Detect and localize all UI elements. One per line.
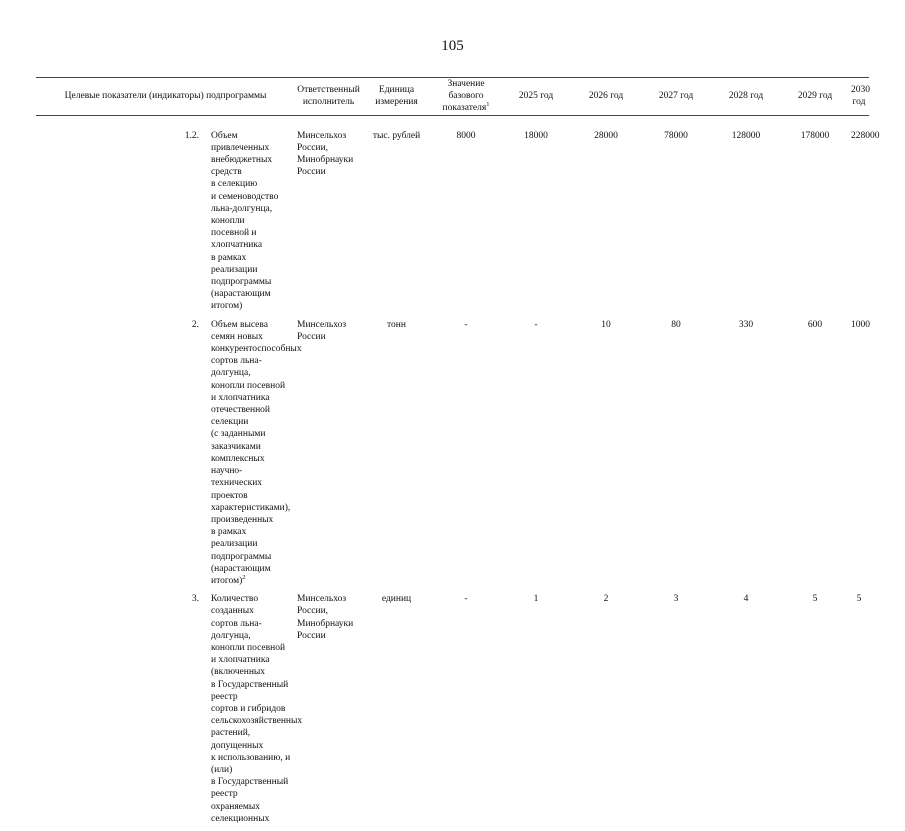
header-indicator: Целевые показатели (индикаторы) подпрограммы xyxy=(36,78,295,116)
row-number: 1.2. xyxy=(184,130,199,141)
header-base-footnote: 1 xyxy=(486,101,490,109)
table-row xyxy=(36,593,869,831)
header-year-2030: 2030 год xyxy=(849,78,869,116)
value-2025: - xyxy=(534,319,538,330)
indicator-name-text: Объем высева семян новых конкурентоспособных сортов льна-долгунца, конопли посевной и хлопчатника отечественной селекции (с заданными заказчиками комплексных научно- технических проектов характеристиками), произведенных в рамках реализации подпрограммы (нарастающим итогом) xyxy=(211,319,302,586)
indicator-name-text: Количество созданных сортов льна-долгунца, конопли посевной и хлопчатника (включенных в Государственный реестр сортов и гибридов сельскохозяйственных растений, допущенных к использованию, и (или) в Государственный реестр охраняемых селекционных xyxy=(211,594,303,824)
unit-of-measure: единиц xyxy=(381,594,412,605)
value-2028: 330 xyxy=(738,319,754,330)
table-row xyxy=(36,115,869,319)
value-2027: 3 xyxy=(673,594,679,605)
indicators-table xyxy=(36,77,880,831)
value-2028: 4 xyxy=(743,594,749,605)
value-2026: 28000 xyxy=(594,130,618,141)
header-year-2025: 2025 год xyxy=(501,78,571,116)
header-year-2026: 2026 год xyxy=(571,78,641,116)
value-2027: 78000 xyxy=(664,130,688,141)
unit-of-measure: тонн xyxy=(387,319,406,330)
indicator-name xyxy=(209,319,302,593)
header-year-2027: 2027 год xyxy=(641,78,711,116)
value-2025: 1 xyxy=(533,594,539,605)
base-value: - xyxy=(464,594,468,605)
indicator-name xyxy=(209,593,303,831)
indicator-footnote: 2 xyxy=(242,573,246,581)
header-year-2028: 2028 год xyxy=(711,78,781,116)
value-2026: 2 xyxy=(603,594,609,605)
value-2030: 228000 xyxy=(851,130,880,141)
row-number: 3. xyxy=(191,594,199,605)
page-number: 105 xyxy=(441,38,464,54)
value-2027: 80 xyxy=(671,319,681,330)
header-row xyxy=(36,78,869,116)
value-2030: 1000 xyxy=(851,319,871,330)
row-number: 2. xyxy=(191,319,199,330)
responsible-executor: Минсельхоз России, Минобрнауки России xyxy=(297,130,354,178)
unit-of-measure: тыс. рублей xyxy=(372,130,421,141)
value-2029: 600 xyxy=(807,319,823,330)
value-2028: 128000 xyxy=(731,130,761,141)
base-value: 8000 xyxy=(456,130,476,141)
value-2029: 5 xyxy=(812,594,818,605)
base-value: - xyxy=(464,319,468,330)
header-responsible: Ответственный исполнитель xyxy=(295,78,362,116)
header-unit: Единица измерения xyxy=(362,78,431,116)
header-year-2029: 2029 год xyxy=(781,78,849,116)
value-2030: 5 xyxy=(856,594,862,605)
indicator-name-text: Объем привлеченных внебюджетных средств в селекцию и семеноводство льна-долгунца, конопли посевной и хлопчатника в рамках реализации подпрограммы (нарастающим итогом) xyxy=(211,130,279,312)
header-base-value xyxy=(431,78,501,116)
responsible-executor: Минсельхоз России, Минобрнауки России xyxy=(297,594,354,641)
indicator-name xyxy=(209,115,295,319)
value-2029: 178000 xyxy=(800,130,830,141)
value-2026: 10 xyxy=(601,319,611,330)
value-2025: 18000 xyxy=(524,130,548,141)
responsible-executor: Минсельхоз России xyxy=(297,319,347,342)
table-row xyxy=(36,319,869,593)
header-base-value-text: Значение базового показателя xyxy=(442,79,487,114)
